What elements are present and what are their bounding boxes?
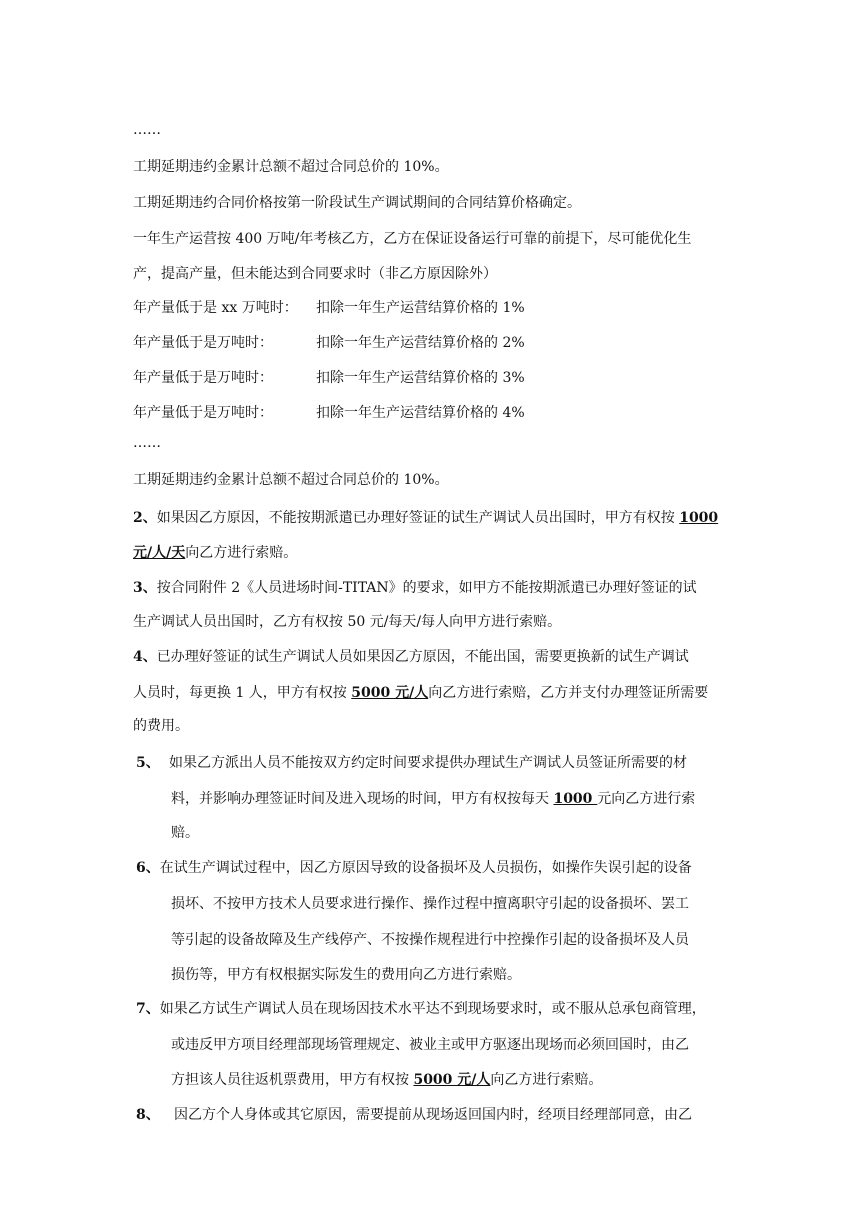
clause-text: 向乙方进行索赔。 bbox=[185, 545, 298, 561]
clause-number: 5、 bbox=[136, 755, 160, 771]
clause-7-line bbox=[136, 999, 706, 1019]
clause-4-line bbox=[133, 683, 708, 703]
clause-4-line bbox=[133, 647, 689, 667]
amount: 5000 元/人 bbox=[413, 1072, 491, 1088]
deduction-amount: 扣除一年生产运营结算价格的 2% bbox=[316, 335, 525, 351]
clause-number: 6、 bbox=[136, 860, 160, 876]
deduction-condition: 年产量低于是万吨时： bbox=[133, 370, 273, 386]
amount: 5000 元/人 bbox=[351, 685, 429, 701]
deduction-condition: 年产量低于是 xx 万吨时： bbox=[133, 300, 298, 316]
paragraph: 工期延期违约金累计总额不超过合同总价的 10%。 bbox=[133, 472, 449, 488]
amount: 1000 bbox=[553, 791, 598, 807]
clause-7-line bbox=[171, 1070, 602, 1090]
clause-6-line: 损坏、不按甲方技术人员要求进行操作、操作过程中擅离职守引起的设备损坏、罢工 bbox=[171, 896, 689, 912]
clause-text: 人员时，每更换 1 人，甲方有权按 bbox=[133, 685, 352, 701]
clause-text: 如果乙方派出人员不能按双方约定时间要求提供办理试生产调试人员签证所需要的材 bbox=[169, 755, 687, 771]
deduction-amount: 扣除一年生产运营结算价格的 4% bbox=[316, 405, 525, 421]
clause-3-line bbox=[133, 578, 697, 598]
ellipsis: …… bbox=[133, 122, 161, 138]
clause-number: 3、 bbox=[133, 580, 157, 596]
clause-6-line: 损伤等，甲方有权根据实际发生的费用向乙方进行索赔。 bbox=[171, 967, 521, 983]
clause-text: 按合同附件 2《人员进场时间-TITAN》的要求，如甲方不能按期派遣已办理好签证的试 bbox=[156, 580, 697, 596]
clause-5-line: 赔。 bbox=[171, 825, 199, 841]
deduction-row bbox=[133, 368, 525, 388]
deduction-row bbox=[133, 333, 525, 353]
clause-text: 向乙方进行索赔，乙方并支付办理签证所需要 bbox=[428, 685, 709, 701]
clause-text: 如果因乙方原因，不能按期派遣已办理好签证的试生产调试人员出国时，甲方有权按 bbox=[156, 510, 680, 526]
clause-4-line: 的费用。 bbox=[133, 718, 189, 734]
clause-8-line bbox=[136, 1105, 692, 1125]
clause-text: 料，并影响办理签证时间及进入现场的时间，甲方有权按每天 bbox=[171, 791, 554, 807]
amount: 1000 bbox=[679, 510, 719, 526]
clause-text: 如果乙方试生产调试人员在现场因技术水平达不到现场要求时，或不服从总承包商管理， bbox=[159, 1001, 706, 1017]
deduction-condition: 年产量低于是万吨时： bbox=[133, 335, 273, 351]
clause-5-line bbox=[171, 789, 695, 809]
paragraph: 产，提高产量，但未能达到合同要求时（非乙方原因除外） bbox=[133, 266, 497, 282]
clause-5-line bbox=[136, 753, 687, 773]
clause-3-line: 生产调试人员出国时，乙方有权按 50 元/每天/每人向甲方进行索赔。 bbox=[133, 614, 562, 630]
clause-text: 向乙方进行索赔。 bbox=[490, 1072, 603, 1088]
deduction-condition: 年产量低于是万吨时： bbox=[133, 405, 273, 421]
deduction-row bbox=[133, 403, 525, 423]
clause-6-line bbox=[136, 858, 692, 878]
ellipsis: …… bbox=[133, 435, 161, 451]
clause-text: 已办理好签证的试生产调试人员如果因乙方原因，不能出国，需要更换新的试生产调试 bbox=[156, 649, 689, 665]
clause-number: 2、 bbox=[133, 510, 157, 526]
clause-7-line: 或违反甲方项目经理部现场管理规定、被业主或甲方驱逐出现场而必须回国时，由乙 bbox=[171, 1037, 689, 1053]
clause-text: 元向乙方进行索 bbox=[597, 791, 696, 807]
deduction-amount: 扣除一年生产运营结算价格的 1% bbox=[316, 300, 525, 316]
clause-text: 在试生产调试过程中，因乙方原因导致的设备损坏及人员损伤，如操作失误引起的设备 bbox=[159, 860, 692, 876]
clause-number: 4、 bbox=[133, 649, 157, 665]
deduction-row bbox=[133, 298, 525, 318]
clause-text: 方担该人员往返机票费用，甲方有权按 bbox=[171, 1072, 414, 1088]
amount: 元/人/天 bbox=[133, 545, 186, 561]
clause-2-line bbox=[133, 508, 718, 528]
deduction-amount: 扣除一年生产运营结算价格的 3% bbox=[316, 370, 525, 386]
paragraph: 一年生产运营按 400 万吨/年考核乙方，乙方在保证设备运行可靠的前提下，尽可能优化生 bbox=[133, 231, 692, 247]
clause-number: 8、 bbox=[136, 1107, 160, 1123]
paragraph: 工期延期违约合同价格按第一阶段试生产调试期间的合同结算价格确定。 bbox=[133, 195, 581, 211]
clause-2-line bbox=[133, 543, 297, 563]
paragraph: 工期延期违约金累计总额不超过合同总价的 10%。 bbox=[133, 159, 449, 175]
clause-6-line: 等引起的设备故障及生产线停产、不按操作规程进行中控操作引起的设备损坏及人员 bbox=[171, 932, 689, 948]
clause-text: 因乙方个人身体或其它原因，需要提前从现场返回国内时，经项目经理部同意，由乙 bbox=[174, 1107, 692, 1123]
clause-number: 7、 bbox=[136, 1001, 160, 1017]
